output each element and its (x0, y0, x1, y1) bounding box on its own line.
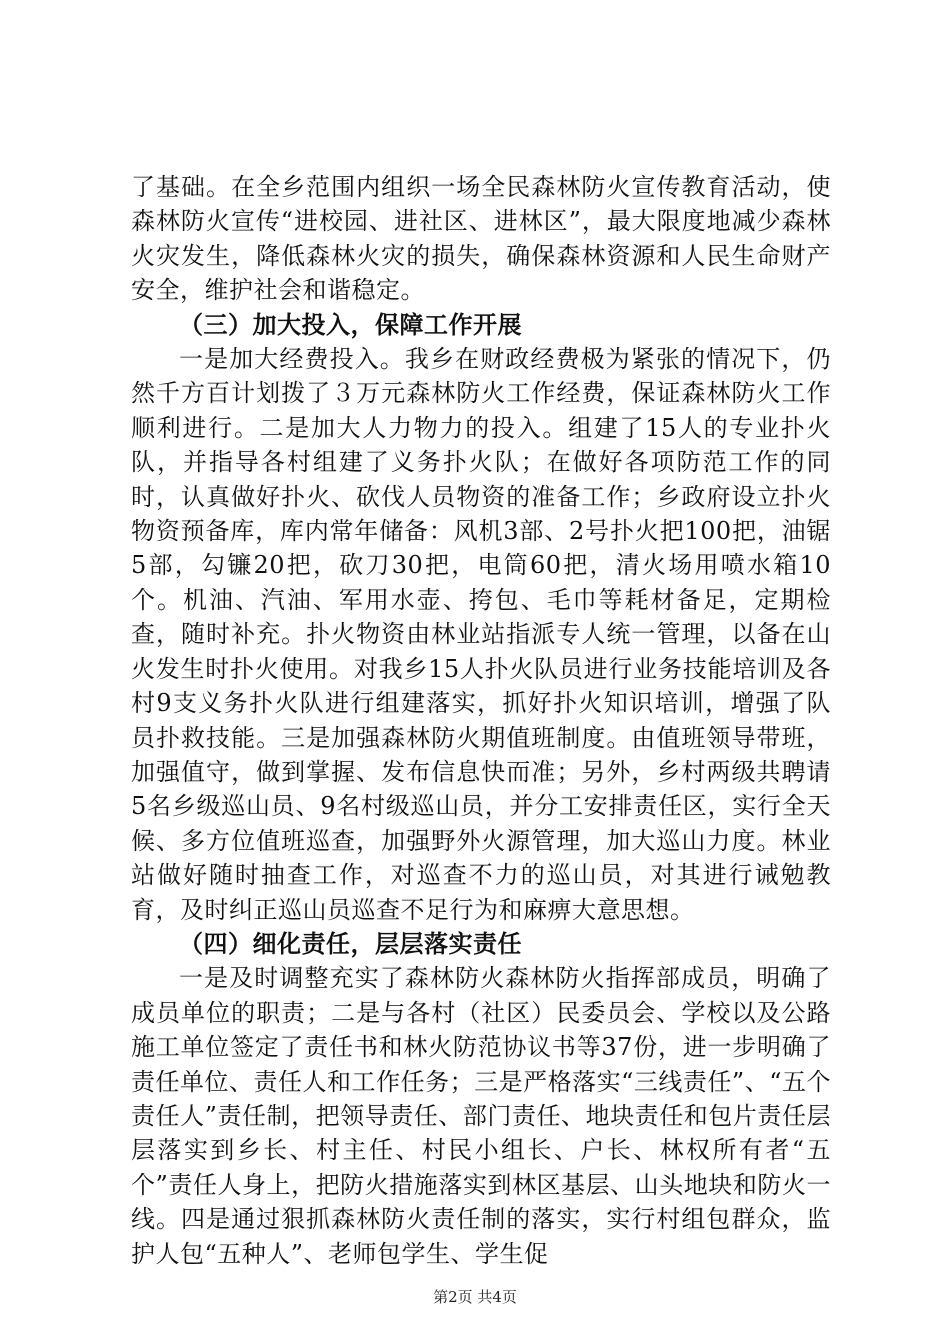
document-page (131, 170, 831, 1271)
body-paragraph: 了基础。在全乡范围内组织一场全民森林防火宣传教育活动，使森林防火宣传“进校园、进社区、进林区”，最大限度地减少森林火灾发生，降低森林火灾的损失，确保森林资源和人民生命财产安全，维护社会和谐稳定。 (131, 173, 831, 305)
body-paragraph: 一是加大经费投入。我乡在财政经费极为紧张的情况下，仍然千方百计划拨了３万元森林防火工作经费，保证森林防火工作顺利进行。二是加大人力物力的投入。组建了15人的专业扑火队，并指导各村组建了义务扑火队；在做好各项防范工作的同时，认真做好扑火、砍伐人员物资的准备工作；乡政府设立扑火物资预备库，库内常年储备：风机3部、2号扑火把100把，油锯5部，勾镰20把，砍刀30把，电筒60把，清火场用喷水箱10个。机油、汽油、军用水壶、挎包、毛巾等耗材备足，定期检查，随时补充。扑火物资由林业站指派专人统一管理，以备在山火发生时扑火使用。对我乡15人扑火队员进行业务技能培训及各村9支义务扑火队进行组建落实，抓好扑火知识培训，增强了队员扑救技能。三是加强森林防火期值班制度。由值班领导带班，加强值守，做到掌握、发布信息快而准；另外，乡村两级共聘请5名乡级巡山员、9名村级巡山员，并分工安排责任区，实行全天候、多方位值班巡查，加强野外火源管理，加大巡山力度。林业站做好随时抽查工作，对巡查不力的巡山员，对其进行诫勉教育，及时纠正巡山员巡查不足行为和麻痹大意思想。 (131, 345, 831, 924)
page-footer: 第2页 共4页 (433, 1288, 517, 1306)
body-paragraph: 一是及时调整充实了森林防火森林防火指挥部成员，明确了成员单位的职责；二是与各村（社区）民委员会、学校以及公路施工单位签定了责任书和林火防范协议书等37份，进一步明确了责任单位、责任人和工作任务；三是严格落实“三线责任”、“五个责任人”责任制，把领导责任、部门责任、地块责任和包片责任层层落实到乡长、村主任、村民小组长、户长、林权所有者“五个”责任人身上，把防火措施落实到林区基层、山头地块和防火一线。四是通过狠抓森林防火责任制的落实，实行村组包群众，监护人包“五种人”、老师包学生、学生促 (131, 964, 831, 1268)
section-heading: （四）细化责任，层层落实责任 (179, 928, 522, 958)
section-heading: （三）加大投入，保障工作开展 (179, 309, 522, 339)
